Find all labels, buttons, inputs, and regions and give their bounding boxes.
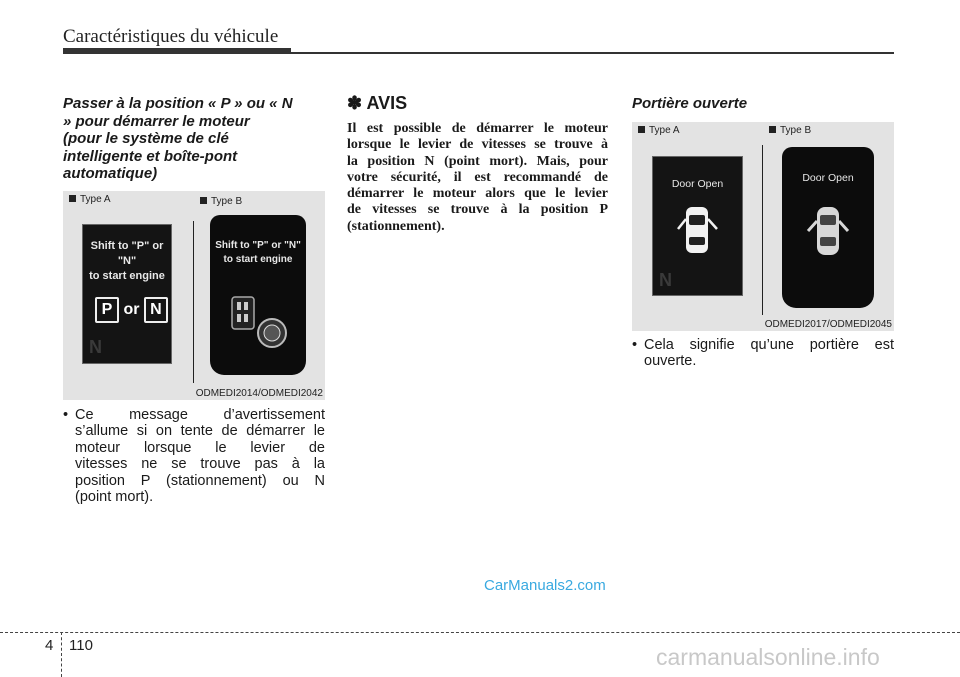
bullet-icon: • xyxy=(632,337,638,353)
figure-shift-p-n xyxy=(63,191,325,400)
figure-caption: ODMEDI2014/ODMEDI2042 xyxy=(195,388,323,399)
figure-divider xyxy=(193,221,194,383)
type-a-label: Type A xyxy=(638,125,680,136)
header-rule-thick xyxy=(63,48,291,54)
avis-star-icon: ✽ xyxy=(347,93,363,113)
start-button-shifter-icon xyxy=(228,291,292,351)
footer-rule xyxy=(0,632,960,633)
heading-line: Passer à la position « P » ou « N xyxy=(63,95,293,112)
heading-line: intelligente et boîte-pont xyxy=(63,147,238,165)
square-bullet-icon xyxy=(769,126,776,133)
screen-message: Door Open xyxy=(802,172,854,184)
square-bullet-icon xyxy=(200,197,207,204)
figure-door-open xyxy=(632,122,894,331)
avis-body: Il est possible de démarrer le moteur lorsque le levier de vitesses se trouve à la position N (point mort). Mais, pour votre sécurité, il est recommandé de démarrer le moteur alors que le levier de vitesses se trouve à la position P (stationnement). xyxy=(347,121,608,234)
gear-selector-indicator xyxy=(95,297,165,323)
header-rule-thin xyxy=(291,52,894,54)
car-door-open-icon xyxy=(806,199,850,263)
gear-n-icon: N xyxy=(144,297,168,323)
bullet-door-open: • Cela signifie qu’une portière est ouverte. xyxy=(632,337,894,370)
bullet-warning-message: • Ce message d’avertissement s’allume si on tente de démarrer le moteur lorsque le levier de vitesses ne se trouve pas à la position P (stationnement) ou N (point mort). xyxy=(63,407,325,506)
display-screen-type-b xyxy=(210,215,306,375)
figure-divider xyxy=(762,145,763,315)
section-heading-shift-p-n xyxy=(63,95,325,183)
watermark-carmanualsonline[interactable]: carmanualsonline.info xyxy=(656,644,880,670)
page-number: 110 xyxy=(69,637,93,654)
figure-caption: ODMEDI2017/ODMEDI2045 xyxy=(764,319,892,330)
page-header-title: Caractéristiques du véhicule xyxy=(63,26,279,47)
bullet-icon: • xyxy=(63,407,69,423)
display-screen-type-b xyxy=(782,147,874,308)
display-screen-type-a xyxy=(652,156,743,296)
footer-vertical-rule xyxy=(61,632,62,677)
watermark-carmanuals[interactable]: CarManuals2.com xyxy=(484,577,606,594)
heading-line: » pour démarrer le moteur xyxy=(63,112,250,130)
faded-gear-readout: N xyxy=(659,270,672,290)
screen-message: Shift to "P" or "N" to start engine xyxy=(89,240,165,282)
car-door-open-icon xyxy=(677,201,719,259)
type-b-label: Type B xyxy=(200,196,242,207)
gear-p-icon: P xyxy=(95,297,119,323)
screen-message: Door Open xyxy=(671,178,724,190)
avis-heading: ✽ AVIS xyxy=(347,93,408,113)
screen-message: Shift to "P" or "N" to start engine xyxy=(215,240,301,265)
section-heading-door-open: Portière ouverte xyxy=(632,95,748,112)
heading-line: automatique) xyxy=(63,165,158,182)
square-bullet-icon xyxy=(638,126,645,133)
heading-line: (pour le système de clé xyxy=(63,130,229,147)
faded-gear-readout: N xyxy=(89,337,102,357)
display-screen-type-a xyxy=(82,224,172,364)
chapter-number: 4 xyxy=(45,637,54,654)
or-word: or xyxy=(123,301,140,318)
type-b-label: Type B xyxy=(769,125,811,136)
square-bullet-icon xyxy=(69,195,76,202)
type-a-label: Type A xyxy=(69,194,111,205)
